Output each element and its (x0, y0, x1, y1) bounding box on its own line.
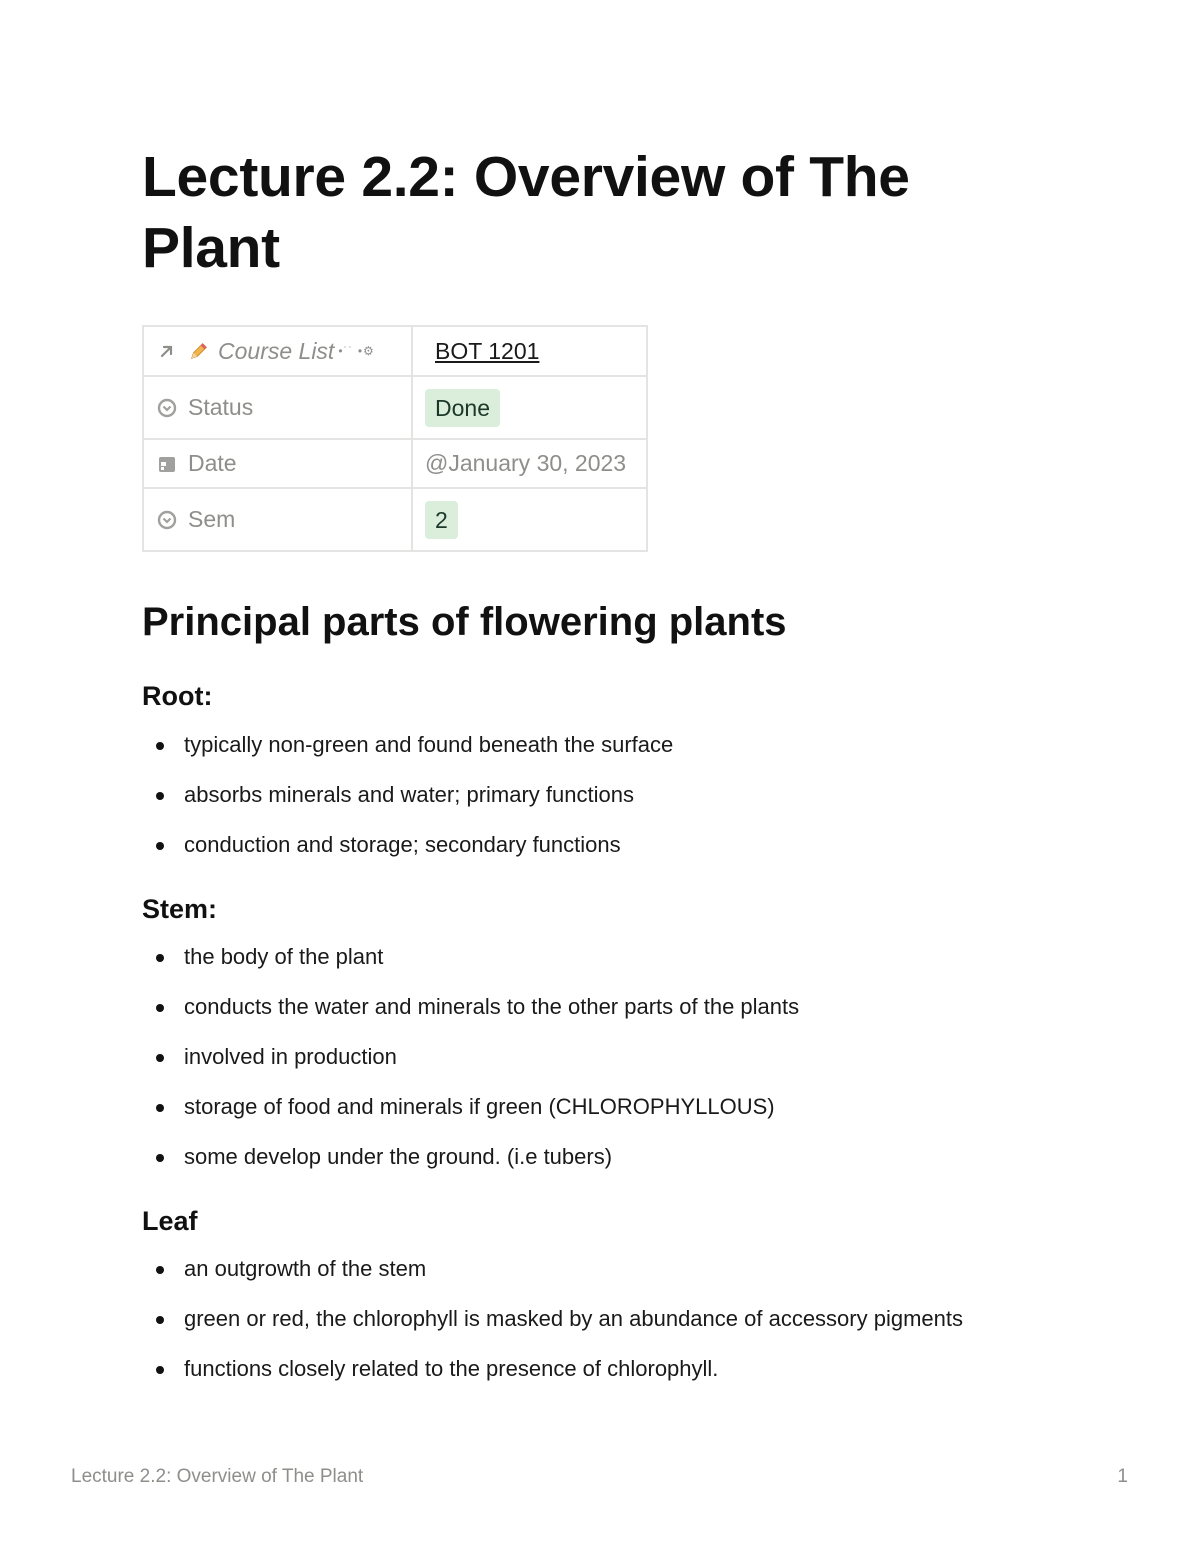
property-row-date (144, 440, 646, 489)
properties-table (142, 325, 648, 552)
calendar-icon (156, 453, 178, 475)
property-row-course-list (144, 327, 646, 377)
list-item: conduction and storage; secondary functions (142, 832, 1102, 882)
property-key-label: Sem (188, 506, 236, 532)
list-item: some develop under the ground. (i.e tubers) (142, 1144, 1102, 1194)
root-list (142, 732, 1102, 882)
list-item: an outgrowth of the stem (142, 1256, 1102, 1306)
course-link[interactable]: BOT 1201 (435, 337, 540, 364)
arrow-up-right-icon (156, 340, 178, 362)
list-item: functions closely related to the presence of chlorophyll. (142, 1356, 1102, 1406)
page-title: Lecture 2.2: Overview of The Plant (142, 145, 910, 280)
property-row-status (144, 377, 646, 440)
list-item: involved in production (142, 1044, 1102, 1094)
list-item: typically non-green and found beneath the surface (142, 732, 1102, 782)
leaf-heading: Leaf (142, 1206, 198, 1236)
footer-title: Lecture 2.2: Overview of The Plant (71, 1466, 364, 1487)
status-circle-icon (156, 397, 178, 419)
list-item: green or red, the chlorophyll is masked by an abundance of accessory pigments (142, 1306, 1102, 1356)
property-key-label: Course List (218, 337, 335, 364)
stem-heading: Stem: (142, 894, 218, 924)
sem-badge[interactable]: 2 (425, 501, 458, 539)
leaf-list (142, 1256, 1102, 1406)
root-heading: Root: (142, 681, 213, 711)
list-item: the body of the plant (142, 944, 1102, 994)
pencil-icon (188, 340, 210, 362)
property-row-sem (144, 489, 646, 550)
property-key-label: Date (188, 450, 237, 476)
property-value-status[interactable] (413, 377, 646, 438)
list-item: storage of food and minerals if green (CHLOROPHYLLOUS) (142, 1094, 1102, 1144)
property-key-status (144, 377, 413, 438)
property-value-course-list[interactable] (413, 327, 646, 375)
page-number: 1 (1117, 1466, 1128, 1487)
status-circle-icon (156, 509, 178, 531)
date-value[interactable]: @January 30, 2023 (425, 450, 627, 476)
list-item: conducts the water and minerals to the other parts of the plants (142, 994, 1102, 1044)
list-item: absorbs minerals and water; primary functions (142, 782, 1102, 832)
property-key-course-list (144, 327, 413, 375)
status-badge[interactable]: Done (425, 389, 500, 427)
property-key-date (144, 440, 413, 487)
property-value-sem[interactable] (413, 489, 646, 550)
property-value-date[interactable] (413, 440, 646, 487)
stem-list (142, 944, 1102, 1194)
sparkle-icon: •˙˙ •⚙ (338, 344, 375, 358)
section-heading: Principal parts of flowering plants (142, 600, 787, 644)
property-key-label: Status (188, 394, 254, 420)
property-key-sem (144, 489, 413, 550)
